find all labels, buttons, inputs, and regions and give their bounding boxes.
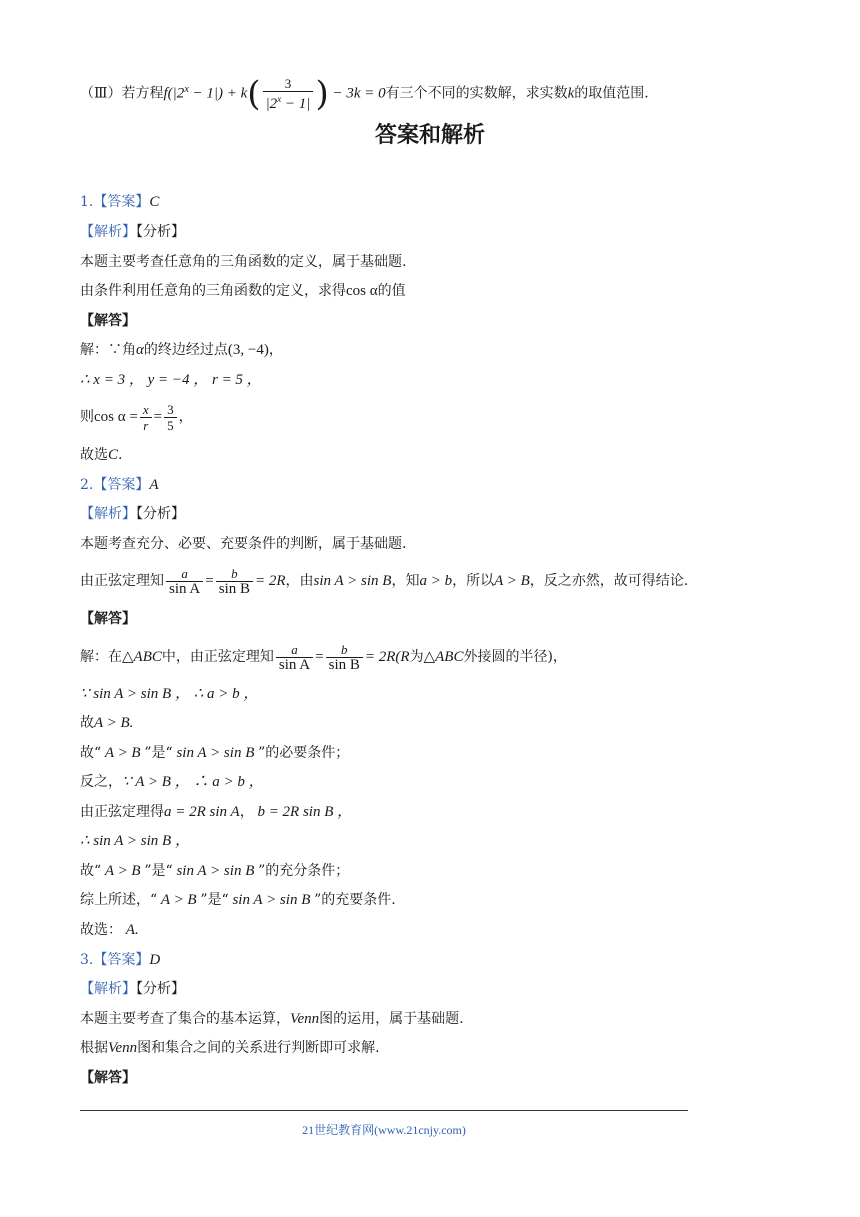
q3-prefix: （Ⅲ）若方程	[80, 85, 164, 102]
q3-suffix2: 的取值范围.	[574, 85, 649, 102]
answer-2-choice: 故选： A.	[80, 922, 139, 938]
answer-2-step7: ∴ sin A > sin B ，	[80, 833, 190, 849]
answer-1-step1: 解：∵角α的终边经过点(3, −4)，	[80, 342, 283, 358]
answer-2-step2: ∵ sin A > sin B ， ∴ a > b ，	[80, 686, 259, 702]
answer-3-solve-tag: 【解答】	[80, 1070, 136, 1086]
answer-3-line2: 根据Venn图和集合之间的关系进行判断即可求解.	[80, 1040, 380, 1056]
answer-2-step9: 综上所述，“ A > B ”是“ sin A > sin B ”的充要条件.	[80, 892, 396, 908]
answer-2-step1: 解：在△ABC中，由正弦定理知 $\frac{a}{\text{sin A}}$ = $\frac{b}{\text{sin B}}$ = 2R(R为△ABC外接圆的半径)，	[80, 641, 567, 673]
answer-3-label: 3.【答案】	[80, 952, 150, 968]
q3-frac-num: 3	[263, 76, 314, 92]
answer-1-solve-tag: 【解答】	[80, 313, 136, 329]
right-paren-icon: )	[315, 73, 329, 114]
analysis-tag: 【解析】	[80, 224, 136, 240]
page-title: 答案和解析	[374, 123, 485, 148]
answer-2-label: 2.【答案】	[80, 477, 150, 493]
answer-2-line2: 由正弦定理知 $\frac{a}{\text{sin A}}$ = $\frac{b}{\text{sin B}}$ = 2R，由sin A > sin B，知a > b，所以A > B，反之亦然，故可得结论.	[80, 565, 689, 597]
q3-suffix: 有三个不同的实数解，求实数	[385, 85, 568, 102]
footer-divider	[80, 1110, 688, 1111]
q3-frac-den: $|2^x - 1|$	[265, 93, 311, 112]
answer-3-line1: 本题主要考查了集合的基本运算，Venn图的运用，属于基础题.	[80, 1011, 464, 1027]
q3-k: k	[567, 85, 575, 102]
answer-3-value: D	[149, 952, 161, 968]
answer-2-step8: 故“ A > B ”是“ sin A > sin B ”的充分条件；	[80, 863, 350, 879]
answer-1-label: 1.【答案】	[80, 194, 150, 210]
answer-3-header	[80, 950, 160, 970]
q3-math-c: − 3k = 0	[328, 85, 386, 102]
answer-2-header	[80, 475, 159, 495]
answer-1-header	[80, 192, 159, 212]
answer-1-step3: 则cos α = $\frac{x}{r}$ = $\frac{3}{5}$ ，	[80, 401, 193, 433]
answer-2-tags: 【解析】【分析】	[80, 506, 185, 522]
answer-2-solve-tag: 【解答】	[80, 611, 136, 627]
left-paren-icon: (	[247, 73, 261, 114]
answer-2-step5: 反之，∵ A > B ， ∴ a > b ，	[80, 774, 264, 790]
footer-source: 21世纪教育网(www.21cnjy.com)	[302, 1123, 466, 1137]
answer-3-tags: 【解析】【分析】	[80, 981, 185, 997]
answer-2-step6: 由正弦定理得a = 2R sin A， b = 2R sin B ，	[80, 804, 353, 820]
answer-2-value: A	[149, 477, 159, 493]
q3-fraction	[263, 76, 314, 112]
fenxi-tag: 【分析】	[136, 224, 185, 240]
answer-1-line1: 本题主要考查任意角的三角函数的定义，属于基础题.	[80, 254, 407, 270]
answer-1-tags	[80, 222, 185, 242]
answer-2-step4: 故“ A > B ”是“ sin A > sin B ”的必要条件；	[80, 745, 350, 761]
question-3	[80, 70, 649, 114]
q3-math-a: f(|2	[163, 85, 185, 102]
q3-math-b: − 1|) + k	[188, 85, 248, 102]
answer-2-step3: 故A > B.	[80, 715, 134, 731]
q3-sup: x	[184, 84, 189, 95]
answer-1-step2: ∴ x = 3 ， y = −4 ， r = 5 ，	[80, 372, 262, 388]
answer-2-line1: 本题考查充分、必要、充要条件的判断，属于基础题.	[80, 536, 407, 552]
answer-1-choice: 故选C.	[80, 447, 123, 463]
answer-1-line2: 由条件利用任意角的三角函数的定义，求得cos α的值	[80, 283, 406, 299]
answer-1-value: C	[149, 194, 160, 210]
